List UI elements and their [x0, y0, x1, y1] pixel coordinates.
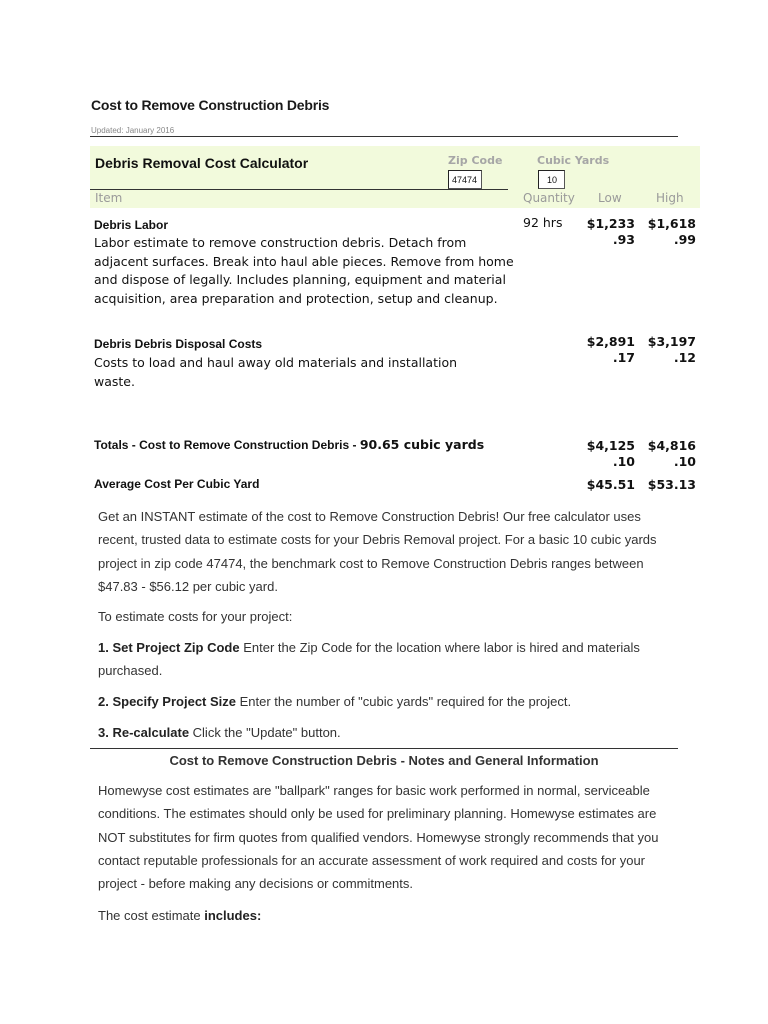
disposal-row-high-cents: .12	[673, 350, 696, 365]
disposal-row-high-dollars: $3,197	[647, 334, 696, 349]
includes-label: includes:	[204, 908, 262, 923]
totals-label-prefix: Totals - Cost to Remove Construction Debris -	[94, 438, 360, 452]
totals-low-dollars: $4,125	[586, 438, 635, 453]
zip-code-label: Zip Code	[448, 154, 503, 167]
step-2-text: Enter the number of "cubic yards" required for the project.	[236, 694, 572, 709]
updated-date: Updated: January 2016	[91, 126, 175, 135]
disposal-row-low-dollars: $2,891	[586, 334, 635, 349]
column-header-low: Low	[598, 191, 622, 205]
totals-label	[94, 437, 484, 452]
totals-high-cents: .10	[673, 454, 696, 469]
labor-row-quantity: 92 hrs	[523, 215, 563, 230]
calculator-title: Debris Removal Cost Calculator	[95, 155, 309, 171]
header-divider	[90, 136, 678, 137]
includes-line	[98, 904, 678, 927]
step-3-text: Click the "Update" button.	[189, 725, 341, 740]
calculator-divider	[90, 189, 508, 190]
labor-row-high-cents: .99	[673, 232, 696, 247]
column-header-high: High	[656, 191, 684, 205]
labor-row-title: Debris Labor	[94, 218, 169, 232]
calculator-panel	[90, 146, 700, 208]
totals-label-quantity: 90.65 cubic yards	[359, 437, 485, 452]
average-high: $53.13	[647, 477, 696, 492]
notes-title: Cost to Remove Construction Debris - Notes and General Information	[169, 753, 599, 768]
labor-row-high	[636, 216, 696, 248]
steps-intro: To estimate costs for your project:	[98, 609, 293, 624]
labor-row-low-dollars: $1,233	[586, 216, 635, 231]
step-2	[98, 690, 678, 713]
column-header-item: Item	[95, 191, 123, 205]
disposal-row-low-cents: .17	[612, 350, 635, 365]
cubic-yards-input[interactable]	[538, 170, 565, 189]
disposal-row-description: Costs to load and haul away old materials and installation waste.	[94, 355, 458, 389]
labor-row-low-cents: .93	[612, 232, 635, 247]
totals-high-dollars: $4,816	[647, 438, 696, 453]
notes-paragraph: Homewyse cost estimates are "ballpark" ranges for basic work performed in normal, serviceable conditions. The estimates should only be used for preliminary planning. Homewyse estimates are NOT substitutes for firm quotes from qualified vendors. Homewyse strongly recommends that you contact reputable professionals for an accurate assessment of work required and costs for your project - before making any decisions or commitments.	[98, 783, 659, 892]
step-1-key: 1. Set Project Zip Code	[98, 640, 240, 655]
page-title: Cost to Remove Construction Debris	[91, 97, 330, 113]
zip-code-input[interactable]	[448, 170, 482, 189]
labor-row-high-dollars: $1,618	[647, 216, 696, 231]
labor-row-description: Labor estimate to remove construction debris. Detach from adjacent surfaces. Break into haul able pieces. Remove from home and dispose of legally. Includes planning, equipment and material acquisition, area preparation and protection, setup and cleanup.	[94, 235, 514, 306]
labor-row-low	[575, 216, 635, 248]
totals-high	[636, 438, 696, 470]
step-1	[98, 636, 678, 683]
cubic-yards-label: Cubic Yards	[537, 154, 610, 167]
totals-low-cents: .10	[612, 454, 635, 469]
includes-prefix: The cost estimate	[98, 908, 205, 923]
average-low: $45.51	[586, 477, 635, 492]
average-label: Average Cost Per Cubic Yard	[94, 477, 260, 491]
disposal-row-title: Debris Debris Disposal Costs	[94, 337, 263, 351]
step-3	[98, 721, 678, 744]
totals-low	[575, 438, 635, 470]
notes-divider	[90, 748, 678, 749]
disposal-row-low	[575, 334, 635, 366]
column-header-quantity: Quantity	[523, 191, 575, 205]
intro-paragraph: Get an INSTANT estimate of the cost to Remove Construction Debris! Our free calculator uses recent, trusted data to estimate costs for your Debris Removal project. For a basic 10 cubic yards project in zip code 47474, the benchmark cost to Remove Construction Debris ranges between $47.83 - $56.12 per cubic yard.	[98, 509, 657, 594]
step-2-key: 2. Specify Project Size	[98, 694, 237, 709]
disposal-row-high	[636, 334, 696, 366]
step-3-key: 3. Re-calculate	[98, 725, 190, 740]
step-1-text: Enter the Zip Code for the location where labor is hired and materials purchased.	[98, 640, 640, 679]
